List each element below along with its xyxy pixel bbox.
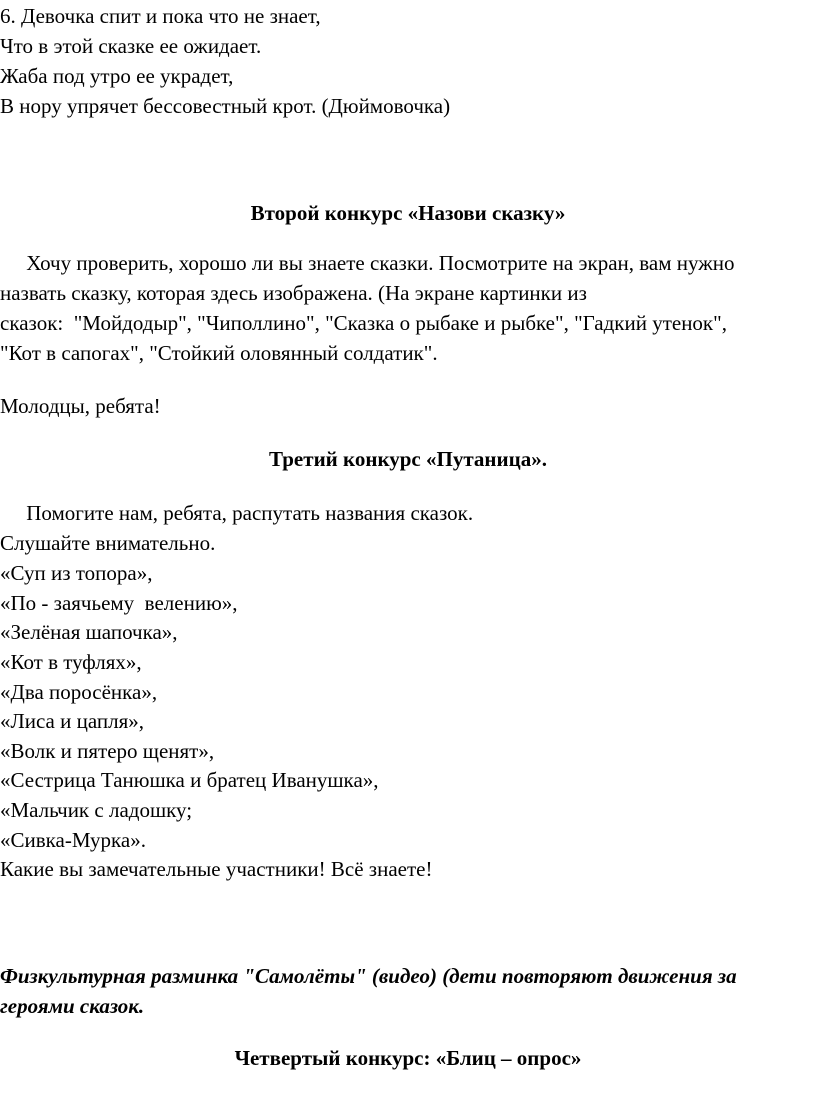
list-item: «Сивка-Мурка». [0, 828, 146, 852]
contest2-paragraph-line-1: Хочу проверить, хорошо ли вы знаете сказки. Посмотрите на экран, вам нужно [0, 251, 735, 275]
contest2-paragraph-line-4: "Кот в сапогах", "Стойкий оловянный солдатик". [0, 341, 438, 365]
list-item: «Суп из топора», [0, 561, 153, 585]
contest3-listen: Слушайте внимательно. [0, 531, 216, 555]
list-item: «Мальчик с ладошку; [0, 798, 193, 822]
list-item: «Зелёная шапочка», [0, 620, 178, 644]
warmup-line-1: Физкультурная разминка "Самолёты" (видео) (дети повторяют движения за [0, 964, 737, 988]
poem-line-4: В нору упрячет бессовестный крот. (Дюймовочка) [0, 94, 451, 118]
poem-line-1: 6. Девочка спит и пока что не знает, [0, 4, 321, 28]
contest4-heading: Четвертый конкурс: «Блиц – опрос» [234, 1046, 582, 1070]
list-item: «Два поросёнка», [0, 680, 158, 704]
contest3-closing: Какие вы замечательные участники! Всё знаете! [0, 857, 433, 881]
list-item: «Волк и пятеро щенят», [0, 739, 215, 763]
list-item: «Кот в туфлях», [0, 650, 142, 674]
contest3-intro: Помогите нам, ребята, распутать названия сказок. [0, 501, 474, 525]
contest2-paragraph-line-3: сказок: "Мойдодыр", "Чиполлино", "Сказка о рыбаке и рыбке", "Гадкий утенок", [0, 311, 727, 335]
contest2-praise: Молодцы, ребята! [0, 394, 161, 418]
list-item: «Лиса и цапля», [0, 709, 145, 733]
contest3-heading: Третий конкурс «Путаница». [269, 447, 547, 471]
list-item: «По - заячьему велению», [0, 591, 238, 615]
warmup-line-2: героями сказок. [0, 994, 145, 1018]
poem-line-2: Что в этой сказке ее ожидает. [0, 34, 262, 58]
contest2-paragraph-line-2: назвать сказку, которая здесь изображена. (На экране картинки из [0, 281, 587, 305]
list-item: «Сестрица Танюшка и братец Иванушка», [0, 768, 379, 792]
poem-line-3: Жаба под утро ее украдет, [0, 64, 234, 88]
contest2-heading: Второй конкурс «Назови сказку» [250, 201, 566, 225]
